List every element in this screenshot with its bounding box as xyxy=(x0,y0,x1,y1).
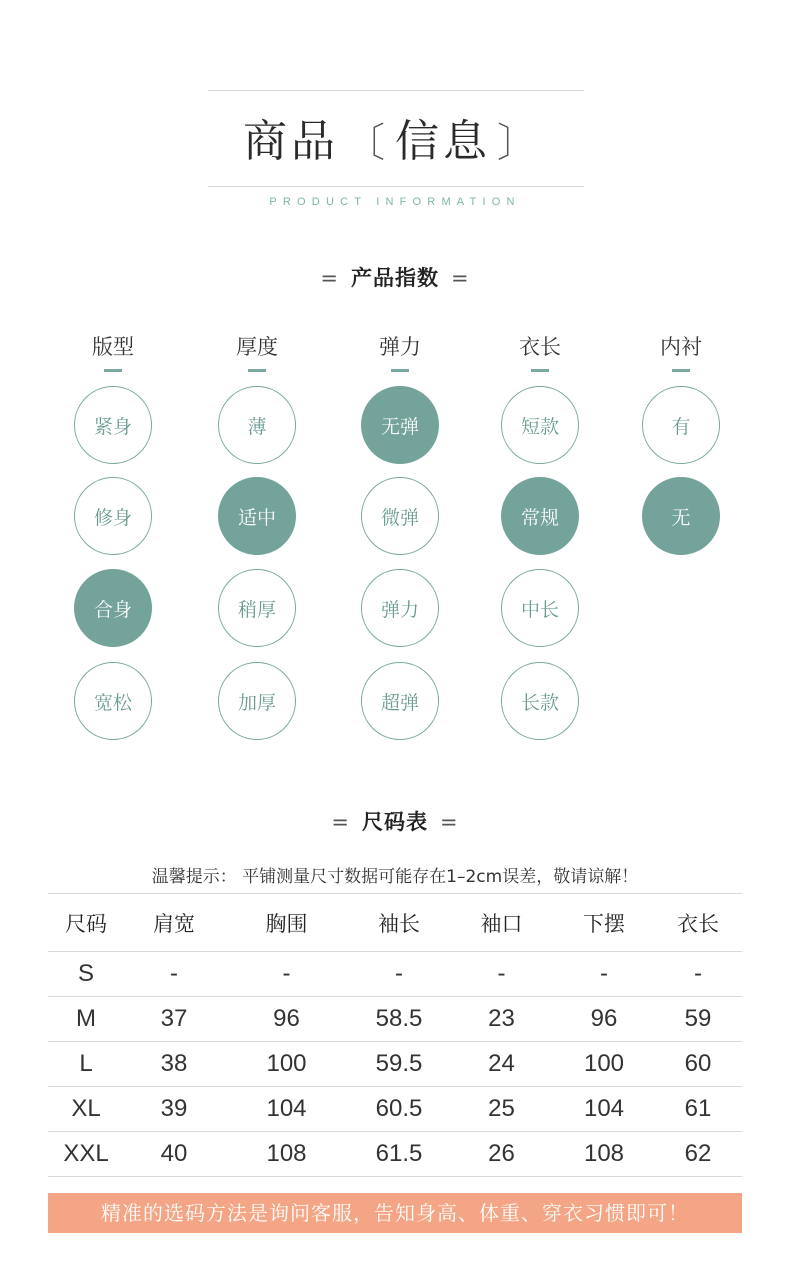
size-value-cell: 38 xyxy=(124,1042,224,1087)
size-value-cell: 59.5 xyxy=(349,1042,449,1087)
attribute-option: 有 xyxy=(642,386,720,464)
attribute-option: 中长 xyxy=(501,569,579,647)
title-bracket-open: 〔 xyxy=(345,120,389,166)
attribute-column-label xyxy=(631,331,731,372)
size-value-cell: - xyxy=(349,952,449,997)
attribute-label-underline xyxy=(248,369,266,372)
attribute-option-selected: 常规 xyxy=(501,477,579,555)
attribute-option: 超弹 xyxy=(361,662,439,740)
attribute-option-selected: 适中 xyxy=(218,477,296,555)
title-part-1: 商品 xyxy=(243,116,339,167)
size-label-cell: S xyxy=(48,952,124,997)
attribute-label-text: 内衬 xyxy=(660,335,702,359)
attribute-option: 宽松 xyxy=(74,662,152,740)
size-value-cell: - xyxy=(124,952,224,997)
size-column-header: 袖口 xyxy=(449,894,554,952)
eq-left: = xyxy=(331,810,350,834)
size-value-cell: 40 xyxy=(124,1132,224,1177)
attribute-option: 微弹 xyxy=(361,477,439,555)
size-column-header: 衣长 xyxy=(654,894,742,952)
title-part-2: 信息 xyxy=(395,116,491,167)
attribute-option: 加厚 xyxy=(218,662,296,740)
size-value-cell: - xyxy=(554,952,654,997)
header-top-rule xyxy=(208,90,584,91)
attribute-column-label xyxy=(207,331,307,372)
header-bottom-rule xyxy=(208,186,584,187)
size-value-cell: 104 xyxy=(554,1087,654,1132)
page-subtitle: PRODUCT INFORMATION xyxy=(269,196,521,208)
title-bracket-close: 〕 xyxy=(497,120,541,166)
size-label-cell: L xyxy=(48,1042,124,1087)
attribute-label-underline xyxy=(672,369,690,372)
table-row xyxy=(48,997,742,1042)
attribute-column-label xyxy=(490,331,590,372)
table-row xyxy=(48,1042,742,1087)
size-value-cell: 108 xyxy=(554,1132,654,1177)
attribute-option-selected: 无弹 xyxy=(361,386,439,464)
size-value-cell: 96 xyxy=(554,997,654,1042)
size-column-header: 尺码 xyxy=(48,894,124,952)
size-table-header xyxy=(48,894,742,952)
size-value-cell: - xyxy=(449,952,554,997)
size-value-cell: 62 xyxy=(654,1132,742,1177)
eq-right: = xyxy=(451,266,470,290)
size-value-cell: 100 xyxy=(554,1042,654,1087)
size-section-title xyxy=(0,806,790,836)
size-value-cell: 24 xyxy=(449,1042,554,1087)
size-value-cell: 58.5 xyxy=(349,997,449,1042)
size-value-cell: 61 xyxy=(654,1087,742,1132)
measurement-tip: 温馨提示： 平铺测量尺寸数据可能存在1–2cm误差，敬请谅解！ xyxy=(151,867,639,887)
attribute-column-label xyxy=(350,331,450,372)
table-row xyxy=(48,952,742,997)
size-label-cell: M xyxy=(48,997,124,1042)
size-value-cell: 61.5 xyxy=(349,1132,449,1177)
size-value-cell: 104 xyxy=(224,1087,349,1132)
attribute-label-underline xyxy=(104,369,122,372)
size-value-cell: 60 xyxy=(654,1042,742,1087)
size-value-cell: 100 xyxy=(224,1042,349,1087)
attribute-option: 短款 xyxy=(501,386,579,464)
size-label-cell: XXL xyxy=(48,1132,124,1177)
page-title xyxy=(0,110,790,174)
attribute-option-selected: 无 xyxy=(642,477,720,555)
attribute-label-text: 弹力 xyxy=(379,335,421,359)
size-column-header: 下摆 xyxy=(554,894,654,952)
eq-right: = xyxy=(440,810,459,834)
attribute-option: 稍厚 xyxy=(218,569,296,647)
attribute-column-label xyxy=(63,331,163,372)
size-table-body xyxy=(48,952,742,1177)
attribute-option: 紧身 xyxy=(74,386,152,464)
attribute-option: 修身 xyxy=(74,477,152,555)
sizing-advice-banner: 精准的选码方法是询问客服，告知身高、体重、穿衣习惯即可！ xyxy=(48,1193,742,1233)
table-row xyxy=(48,1087,742,1132)
size-column-header: 肩宽 xyxy=(124,894,224,952)
size-table xyxy=(48,893,742,1177)
size-value-cell: 108 xyxy=(224,1132,349,1177)
index-section-title xyxy=(0,262,790,292)
size-value-cell: 37 xyxy=(124,997,224,1042)
attribute-label-underline xyxy=(391,369,409,372)
attribute-label-text: 厚度 xyxy=(236,335,278,359)
size-value-cell: - xyxy=(224,952,349,997)
size-label-cell: XL xyxy=(48,1087,124,1132)
size-value-cell: 26 xyxy=(449,1132,554,1177)
attribute-option: 薄 xyxy=(218,386,296,464)
eq-left: = xyxy=(320,266,339,290)
size-value-cell: 25 xyxy=(449,1087,554,1132)
attribute-option-selected: 合身 xyxy=(74,569,152,647)
table-row xyxy=(48,1132,742,1177)
size-value-cell: 23 xyxy=(449,997,554,1042)
size-value-cell: 60.5 xyxy=(349,1087,449,1132)
size-value-cell: 96 xyxy=(224,997,349,1042)
size-column-header: 袖长 xyxy=(349,894,449,952)
index-title-text: 产品指数 xyxy=(351,266,439,290)
size-value-cell: - xyxy=(654,952,742,997)
size-column-header: 胸围 xyxy=(224,894,349,952)
attribute-option: 弹力 xyxy=(361,569,439,647)
size-value-cell: 59 xyxy=(654,997,742,1042)
attribute-option: 长款 xyxy=(501,662,579,740)
attribute-label-text: 衣长 xyxy=(519,335,561,359)
attribute-label-underline xyxy=(531,369,549,372)
size-title-text: 尺码表 xyxy=(362,810,428,834)
attribute-label-text: 版型 xyxy=(92,335,134,359)
size-value-cell: 39 xyxy=(124,1087,224,1132)
